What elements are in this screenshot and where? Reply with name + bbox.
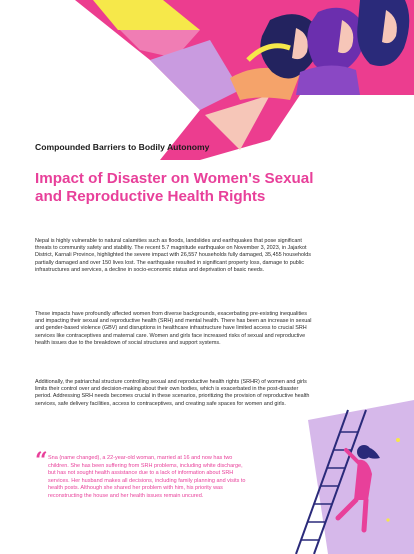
case-quote: [35, 448, 247, 501]
decor-dot: [396, 438, 400, 442]
decor-dot: [386, 518, 389, 521]
body-paragraph-2: These impacts have profoundly affected women from diverse backgrounds, exacerbating pre-existing inequalities and impacting their sexual and reproductive health (SRH) and mental health. There has been an increase in sexual and gender-based violence (GBV) and disruptions in healthcare infrastructure have limited access to crucial SRH services like contraceptives and maternal care. Women and girls face increased risks of sexual and reproductive health issues due to the breakdown of social structures and support systems.: [35, 311, 312, 346]
article-title: Impact of Disaster on Women's Sexual and Reproductive Health Rights: [35, 170, 314, 205]
ladder-illustration: [268, 400, 414, 554]
hero-illustration: [0, 0, 414, 160]
quote-text: Sna (name changed), a 22-year-old woman, married at 16 and now has two children. She has been suffering from SRH problems, including white discharge, but has not sought health assistance due to a lack of information about SRH services. Her husband makes all decisions, including family planning and visits to health posts. Although she shared her problem with him, his priority was reconstructing the house and her health issues remain uncured.: [48, 455, 246, 499]
quote-mark-icon: “: [35, 448, 48, 474]
climber-leg-right: [364, 500, 366, 530]
body-paragraph-3: Additionally, the patriarchal structure controlling sexual and reproductive health rights (SRHR) of women and girls limits their control over and decision-making about their own bodies, which is exacerbated in the post-disaster period. Addressing SRH needs becomes crucial in these scenarios, prioritizing the provision of reproductive health services, safe delivery facilities, access to contraceptives, and creating safe spaces for women and girls.: [35, 379, 310, 407]
article-kicker: Compounded Barriers to Bodily Autonomy: [35, 142, 210, 152]
body-paragraph-1: Nepal is highly vulnerable to natural calamities such as floods, landslides and earthquakes that pose significant threats to community safety and stability. The recent 5.7 magnitude earthquake on November 3, 2023, in Jajarkot District, Karnali Province, highlighted the severe impact with 26,557 households fully damaged, 35,455 households partially damaged and over 150 lives lost. The earthquake resulted in significant property loss, damage to public infrastructures and services, a decline in socio-economic status and deprivation of basic needs.: [35, 238, 311, 273]
